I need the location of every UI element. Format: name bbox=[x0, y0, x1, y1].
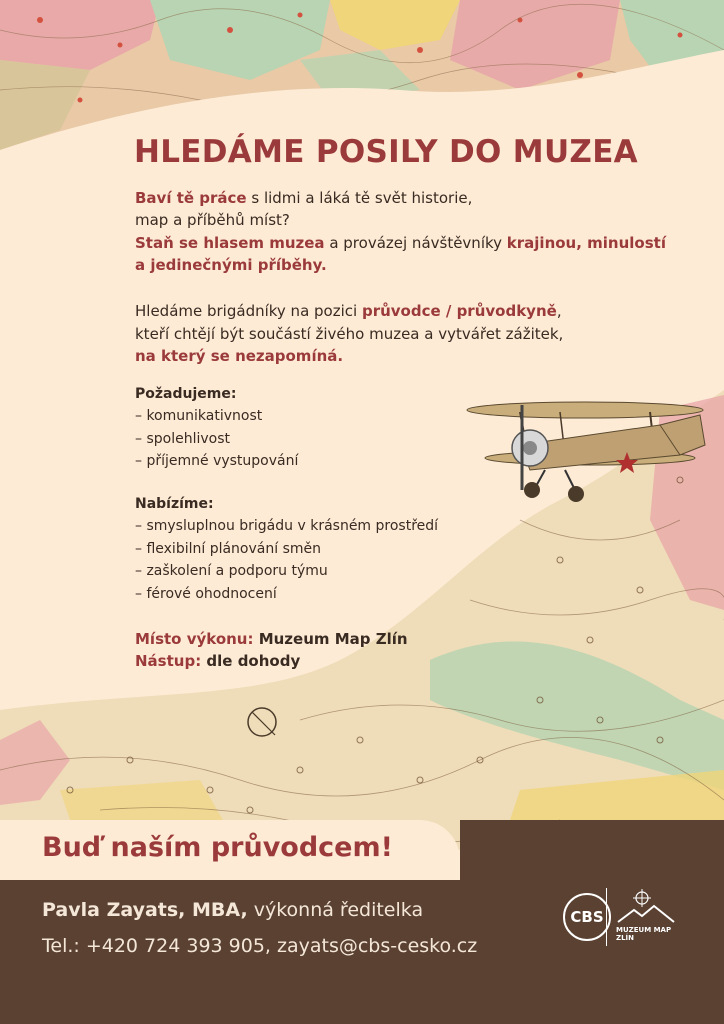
requirements-list bbox=[135, 405, 298, 473]
logo-divider bbox=[606, 888, 607, 946]
list-item: – flexibilní plánování směn bbox=[135, 538, 438, 561]
cbs-logo: CBS bbox=[563, 893, 611, 941]
list-item: – zaškolení a podporu týmu bbox=[135, 560, 438, 583]
requirements-heading: Požadujeme: bbox=[135, 386, 237, 402]
offer-line-1: Hledáme brigádníky na pozici průvodce / průvodkyně, bbox=[135, 302, 562, 320]
cta-text: Buď naším průvodcem! bbox=[42, 832, 393, 863]
list-item: – spolehlivost bbox=[135, 428, 298, 451]
list-item: – komunikativnost bbox=[135, 405, 298, 428]
place-of-work: Místo výkonu: Muzeum Map Zlín bbox=[135, 630, 408, 648]
benefits-heading: Nabízíme: bbox=[135, 496, 214, 512]
start-date: Nástup: dle dohody bbox=[135, 652, 301, 670]
museum-logo-text: MUZEUM MAP ZLÍN bbox=[616, 926, 672, 942]
cta-banner bbox=[0, 820, 460, 880]
contact-phone-email: Tel.: +420 724 393 905, zayats@cbs-cesko.cz bbox=[42, 935, 478, 957]
benefits-list bbox=[135, 515, 438, 605]
museum-map-logo bbox=[612, 888, 682, 948]
headline: HLEDÁME POSILY DO MUZEA bbox=[134, 134, 638, 170]
offer-line-2: kteří chtějí být součástí živého muzea a vytvářet zážitek, bbox=[135, 325, 564, 343]
compass-mountain-icon bbox=[612, 888, 682, 926]
list-item: – smysluplnou brigádu v krásném prostředí bbox=[135, 515, 438, 538]
list-item: – příjemné vystupování bbox=[135, 450, 298, 473]
intro-line-2: map a příběhů míst? bbox=[135, 211, 290, 229]
intro-line-1: Baví tě práce s lidmi a láká tě svět historie, bbox=[135, 189, 473, 207]
offer-line-3: na který se nezapomíná. bbox=[135, 347, 344, 365]
contact-name: Pavla Zayats, MBA, výkonná ředitelka bbox=[42, 899, 424, 921]
footer-top bbox=[460, 820, 724, 880]
intro-line-4: a jedinečnými příběhy. bbox=[135, 256, 327, 274]
intro-line-3: Staň se hlasem muzea a provázej návštěvníky krajinou, minulostí bbox=[135, 234, 666, 252]
list-item: – férové ohodnocení bbox=[135, 583, 438, 606]
